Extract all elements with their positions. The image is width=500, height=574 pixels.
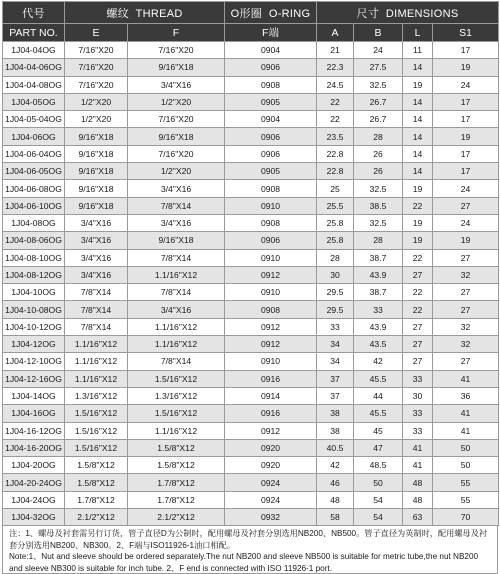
cell-dim-s1: 55 — [433, 474, 499, 491]
cell-dim-b: 38.7 — [354, 249, 403, 266]
cell-part-no: 1J04-16-20OG — [3, 439, 65, 456]
cell-oring-fend: 0912 — [225, 336, 317, 353]
cell-thread-f: 9/16"X18 — [128, 232, 225, 249]
cell-thread-f: 1.7/8"X12 — [128, 491, 225, 508]
cell-dim-a: 38 — [317, 405, 354, 422]
header-col-e: E — [65, 24, 128, 42]
cell-dim-a: 24.5 — [317, 76, 354, 93]
table-row — [3, 76, 499, 93]
cell-dim-b: 27.5 — [354, 59, 403, 76]
header-col-fend: F端 — [225, 24, 317, 42]
cell-dim-a: 25.8 — [317, 232, 354, 249]
header-col-l: L — [403, 24, 433, 42]
cell-oring-fend: 0906 — [225, 232, 317, 249]
table-row — [3, 439, 499, 456]
cell-oring-fend: 0912 — [225, 266, 317, 283]
header-col-f: F — [128, 24, 225, 42]
cell-thread-e: 3/4"X16 — [65, 266, 128, 283]
cell-dim-l: 48 — [403, 474, 433, 491]
cell-dim-l: 19 — [403, 214, 433, 231]
cell-oring-fend: 0910 — [225, 284, 317, 301]
cell-thread-f: 1.5/8"X12 — [128, 457, 225, 474]
cell-part-no: 1J04-08-06OG — [3, 232, 65, 249]
cell-part-no: 1J04-06-10OG — [3, 197, 65, 214]
cell-part-no: 1J04-04OG — [3, 42, 65, 59]
cell-dim-s1: 17 — [433, 42, 499, 59]
cell-oring-fend: 0906 — [225, 59, 317, 76]
cell-part-no: 1J04-04-08OG — [3, 76, 65, 93]
cell-dim-l: 19 — [403, 232, 433, 249]
cell-thread-e: 1.5/16"X12 — [65, 439, 128, 456]
cell-oring-fend: 0910 — [225, 249, 317, 266]
table-row — [3, 197, 499, 214]
cell-dim-l: 27 — [403, 336, 433, 353]
cell-dim-a: 37 — [317, 387, 354, 404]
cell-thread-f: 1.5/8"X12 — [128, 439, 225, 456]
cell-dim-a: 22 — [317, 111, 354, 128]
cell-dim-l: 14 — [403, 93, 433, 110]
cell-oring-fend: 0910 — [225, 197, 317, 214]
cell-dim-a: 46 — [317, 474, 354, 491]
cell-oring-fend: 0914 — [225, 387, 317, 404]
cell-thread-e: 1.5/8"X12 — [65, 474, 128, 491]
cell-thread-e: 1.5/16"X12 — [65, 422, 128, 439]
cell-dim-s1: 55 — [433, 491, 499, 508]
cell-thread-e: 9/16"X18 — [65, 180, 128, 197]
cell-dim-b: 54 — [354, 509, 403, 526]
cell-dim-l: 30 — [403, 387, 433, 404]
table-row — [3, 422, 499, 439]
header-code-cn: 代号 — [22, 7, 45, 20]
cell-dim-s1: 50 — [433, 457, 499, 474]
table-row — [3, 336, 499, 353]
cell-dim-b: 47 — [354, 439, 403, 456]
cell-oring-fend: 0906 — [225, 145, 317, 162]
cell-thread-f: 7/8"X14 — [128, 249, 225, 266]
cell-oring-fend: 0924 — [225, 491, 317, 508]
cell-dim-a: 37 — [317, 370, 354, 387]
cell-thread-f: 2.1/2"X12 — [128, 509, 225, 526]
table-row — [3, 111, 499, 128]
cell-thread-f: 1.5/16"X12 — [128, 405, 225, 422]
cell-dim-l: 19 — [403, 76, 433, 93]
cell-part-no: 1J04-04-06OG — [3, 59, 65, 76]
cell-dim-l: 14 — [403, 111, 433, 128]
cell-part-no: 1J04-08OG — [3, 214, 65, 231]
cell-dim-a: 33 — [317, 318, 354, 335]
cell-thread-f: 7/8"X14 — [128, 284, 225, 301]
cell-dim-a: 29.5 — [317, 284, 354, 301]
cell-dim-b: 42 — [354, 353, 403, 370]
table-body — [3, 42, 499, 526]
table-row — [3, 249, 499, 266]
cell-part-no: 1J04-06-04OG — [3, 145, 65, 162]
notes-box — [2, 526, 498, 574]
cell-thread-e: 9/16"X18 — [65, 128, 128, 145]
cell-part-no: 1J04-20-24OG — [3, 474, 65, 491]
header-dim-cn: 尺寸 — [356, 7, 380, 20]
header-col-b: B — [354, 24, 403, 42]
table-header — [3, 2, 499, 42]
table-row — [3, 59, 499, 76]
cell-dim-a: 25.5 — [317, 197, 354, 214]
cell-part-no: 1J04-24OG — [3, 491, 65, 508]
note-chinese: 注：1、螺母及衬套需另行订货，管子直径D为公制时，配用螺母及衬套分别选用NB200、NB500。管子直径为英制时，配用螺母及衬套分别选用NB200、NB300。2、F端与ISO11926-1油口相配。 — [9, 529, 488, 550]
cell-dim-b: 38.5 — [354, 197, 403, 214]
cell-dim-a: 21 — [317, 42, 354, 59]
cell-dim-s1: 50 — [433, 439, 499, 456]
cell-dim-b: 44 — [354, 387, 403, 404]
cell-thread-e: 3/4"X16 — [65, 232, 128, 249]
cell-thread-e: 9/16"X18 — [65, 197, 128, 214]
cell-thread-e: 1.5/16"X12 — [65, 405, 128, 422]
cell-dim-l: 22 — [403, 284, 433, 301]
cell-dim-b: 26.7 — [354, 111, 403, 128]
cell-thread-e: 9/16"X18 — [65, 163, 128, 180]
cell-oring-fend: 0920 — [225, 439, 317, 456]
cell-part-no: 1J04-06-08OG — [3, 180, 65, 197]
cell-oring-fend: 0904 — [225, 42, 317, 59]
note-english: Note:1、Nut and sleeve should be ordered separately.The nut NB200 and sleeve NB500 is suitable for metric tube,the nut NB200 and sleeve NB300 is suitable for inch tube. 2、F end is connected with ISO 11926-1 port. — [9, 552, 479, 573]
cell-dim-b: 43.9 — [354, 266, 403, 283]
header-thread — [65, 2, 225, 24]
cell-dim-b: 38.7 — [354, 284, 403, 301]
cell-dim-s1: 27 — [433, 197, 499, 214]
cell-thread-e: 7/16"X20 — [65, 76, 128, 93]
cell-dim-a: 34 — [317, 353, 354, 370]
table-row — [3, 180, 499, 197]
cell-part-no: 1J04-08-10OG — [3, 249, 65, 266]
cell-dim-s1: 27 — [433, 249, 499, 266]
cell-dim-l: 22 — [403, 197, 433, 214]
table-row — [3, 128, 499, 145]
cell-dim-b: 48.5 — [354, 457, 403, 474]
table-row — [3, 301, 499, 318]
table-row — [3, 42, 499, 59]
cell-dim-b: 43.9 — [354, 318, 403, 335]
cell-dim-s1: 17 — [433, 145, 499, 162]
cell-part-no: 1J04-20OG — [3, 457, 65, 474]
header-thread-en: THREAD — [135, 7, 183, 20]
cell-thread-e: 7/8"X14 — [65, 318, 128, 335]
cell-dim-a: 22.8 — [317, 163, 354, 180]
cell-dim-l: 19 — [403, 180, 433, 197]
cell-dim-a: 42 — [317, 457, 354, 474]
cell-dim-s1: 24 — [433, 76, 499, 93]
cell-dim-s1: 19 — [433, 59, 499, 76]
cell-dim-b: 24 — [354, 42, 403, 59]
cell-dim-b: 28 — [354, 232, 403, 249]
table-row — [3, 232, 499, 249]
cell-thread-f: 7/16"X20 — [128, 42, 225, 59]
cell-thread-e: 9/16"X18 — [65, 145, 128, 162]
cell-thread-f: 7/8"X14 — [128, 197, 225, 214]
cell-dim-l: 27 — [403, 353, 433, 370]
cell-dim-s1: 27 — [433, 284, 499, 301]
cell-thread-e: 7/16"X20 — [65, 42, 128, 59]
cell-oring-fend: 0932 — [225, 509, 317, 526]
cell-dim-l: 33 — [403, 422, 433, 439]
header-col-s1: S1 — [433, 24, 499, 42]
cell-dim-s1: 32 — [433, 318, 499, 335]
cell-dim-a: 25 — [317, 180, 354, 197]
cell-dim-a: 40.5 — [317, 439, 354, 456]
cell-dim-b: 32.5 — [354, 180, 403, 197]
cell-thread-f: 7/16"X20 — [128, 145, 225, 162]
table-row — [3, 370, 499, 387]
table-row — [3, 318, 499, 335]
cell-dim-l: 33 — [403, 370, 433, 387]
table-row — [3, 214, 499, 231]
header-part-no: PART NO. — [3, 24, 65, 42]
cell-dim-b: 43.5 — [354, 336, 403, 353]
cell-dim-l: 14 — [403, 145, 433, 162]
cell-dim-s1: 36 — [433, 387, 499, 404]
header-oring — [225, 2, 317, 24]
cell-part-no: 1J04-16OG — [3, 405, 65, 422]
table-row — [3, 387, 499, 404]
cell-dim-a: 58 — [317, 509, 354, 526]
cell-dim-s1: 24 — [433, 180, 499, 197]
cell-dim-s1: 19 — [433, 128, 499, 145]
cell-thread-f: 3/4"X16 — [128, 214, 225, 231]
header-dim-en: DIMENSIONS — [385, 7, 459, 20]
cell-dim-b: 26 — [354, 145, 403, 162]
cell-dim-a: 25.8 — [317, 214, 354, 231]
cell-dim-s1: 19 — [433, 232, 499, 249]
table-row — [3, 266, 499, 283]
cell-thread-e: 1/2"X20 — [65, 111, 128, 128]
cell-dim-a: 22.3 — [317, 59, 354, 76]
cell-dim-s1: 24 — [433, 214, 499, 231]
table-row — [3, 284, 499, 301]
cell-thread-f: 3/4"X16 — [128, 76, 225, 93]
cell-thread-e: 1.3/16"X12 — [65, 387, 128, 404]
cell-dim-b: 26.7 — [354, 93, 403, 110]
cell-oring-fend: 0916 — [225, 370, 317, 387]
spec-sheet — [2, 1, 498, 574]
cell-oring-fend: 0908 — [225, 76, 317, 93]
cell-part-no: 1J04-12-10OG — [3, 353, 65, 370]
cell-thread-f: 3/4"X16 — [128, 301, 225, 318]
table-row — [3, 474, 499, 491]
cell-oring-fend: 0912 — [225, 318, 317, 335]
cell-thread-f: 1.1/16"X12 — [128, 422, 225, 439]
cell-dim-l: 14 — [403, 128, 433, 145]
header-dimensions — [317, 2, 499, 24]
header-code — [3, 2, 65, 24]
cell-dim-b: 54 — [354, 491, 403, 508]
cell-thread-f: 1.7/8"X12 — [128, 474, 225, 491]
cell-oring-fend: 0924 — [225, 474, 317, 491]
cell-dim-s1: 32 — [433, 266, 499, 283]
cell-oring-fend: 0908 — [225, 301, 317, 318]
cell-thread-e: 1.5/8"X12 — [65, 457, 128, 474]
table-row — [3, 163, 499, 180]
cell-thread-f: 9/16"X18 — [128, 59, 225, 76]
cell-thread-f: 7/16"X20 — [128, 111, 225, 128]
cell-part-no: 1J04-12OG — [3, 336, 65, 353]
header-col-a: A — [317, 24, 354, 42]
cell-oring-fend: 0908 — [225, 180, 317, 197]
cell-dim-b: 50 — [354, 474, 403, 491]
cell-dim-b: 45.5 — [354, 405, 403, 422]
table-row — [3, 491, 499, 508]
cell-thread-e: 1.1/16"X12 — [65, 353, 128, 370]
table-row — [3, 145, 499, 162]
cell-dim-l: 27 — [403, 318, 433, 335]
cell-thread-f: 1.3/16"X12 — [128, 387, 225, 404]
table-row — [3, 405, 499, 422]
cell-thread-e: 3/4"X16 — [65, 249, 128, 266]
cell-part-no: 1J04-08-12OG — [3, 266, 65, 283]
cell-dim-b: 28 — [354, 128, 403, 145]
header-oring-en: O-RING — [268, 7, 311, 20]
cell-part-no: 1J04-16-12OG — [3, 422, 65, 439]
cell-dim-l: 11 — [403, 42, 433, 59]
cell-dim-a: 29.5 — [317, 301, 354, 318]
cell-dim-l: 27 — [403, 266, 433, 283]
cell-oring-fend: 0916 — [225, 405, 317, 422]
spec-table — [2, 1, 499, 526]
cell-dim-s1: 41 — [433, 422, 499, 439]
cell-dim-l: 41 — [403, 457, 433, 474]
cell-dim-l: 33 — [403, 405, 433, 422]
cell-dim-s1: 41 — [433, 370, 499, 387]
cell-dim-s1: 17 — [433, 93, 499, 110]
cell-dim-a: 28 — [317, 249, 354, 266]
cell-oring-fend: 0905 — [225, 93, 317, 110]
cell-thread-e: 1.1/16"X12 — [65, 370, 128, 387]
cell-dim-l: 22 — [403, 301, 433, 318]
cell-oring-fend: 0912 — [225, 422, 317, 439]
cell-part-no: 1J04-10-12OG — [3, 318, 65, 335]
table-row — [3, 93, 499, 110]
cell-dim-a: 22.8 — [317, 145, 354, 162]
cell-dim-l: 14 — [403, 59, 433, 76]
cell-dim-s1: 41 — [433, 405, 499, 422]
cell-oring-fend: 0906 — [225, 128, 317, 145]
cell-dim-l: 14 — [403, 163, 433, 180]
cell-thread-f: 7/8"X14 — [128, 353, 225, 370]
cell-dim-a: 34 — [317, 336, 354, 353]
cell-part-no: 1J04-05OG — [3, 93, 65, 110]
table-row — [3, 509, 499, 526]
cell-dim-a: 38 — [317, 422, 354, 439]
cell-thread-e: 7/8"X14 — [65, 284, 128, 301]
cell-thread-e: 1.1/16"X12 — [65, 336, 128, 353]
cell-dim-a: 23.5 — [317, 128, 354, 145]
cell-oring-fend: 0908 — [225, 214, 317, 231]
cell-dim-l: 63 — [403, 509, 433, 526]
cell-dim-l: 41 — [403, 439, 433, 456]
cell-part-no: 1J04-06-05OG — [3, 163, 65, 180]
cell-dim-b: 26 — [354, 163, 403, 180]
header-oring-cn: O形圈 — [230, 7, 263, 20]
cell-dim-s1: 17 — [433, 163, 499, 180]
cell-dim-s1: 70 — [433, 509, 499, 526]
cell-oring-fend: 0905 — [225, 163, 317, 180]
cell-dim-b: 32.5 — [354, 76, 403, 93]
cell-dim-a: 22 — [317, 93, 354, 110]
cell-thread-f: 1/2"X20 — [128, 93, 225, 110]
cell-part-no: 1J04-05-04OG — [3, 111, 65, 128]
cell-thread-f: 1.1/16"X12 — [128, 336, 225, 353]
table-row — [3, 353, 499, 370]
cell-thread-e: 7/8"X14 — [65, 301, 128, 318]
cell-dim-a: 30 — [317, 266, 354, 283]
cell-thread-e: 2.1/2"X12 — [65, 509, 128, 526]
cell-thread-e: 3/4"X16 — [65, 214, 128, 231]
cell-dim-b: 32.5 — [354, 214, 403, 231]
cell-thread-e: 1.7/8"X12 — [65, 491, 128, 508]
cell-thread-f: 1.5/16"X12 — [128, 370, 225, 387]
cell-part-no: 1J04-10-08OG — [3, 301, 65, 318]
cell-thread-f: 1.1/16"X12 — [128, 318, 225, 335]
cell-thread-e: 7/16"X20 — [65, 59, 128, 76]
cell-dim-s1: 32 — [433, 336, 499, 353]
cell-part-no: 1J04-06OG — [3, 128, 65, 145]
cell-thread-f: 3/4"X16 — [128, 180, 225, 197]
cell-thread-f: 1/2"X20 — [128, 163, 225, 180]
cell-oring-fend: 0910 — [225, 353, 317, 370]
cell-dim-s1: 27 — [433, 353, 499, 370]
cell-dim-b: 45 — [354, 422, 403, 439]
cell-oring-fend: 0920 — [225, 457, 317, 474]
cell-dim-l: 48 — [403, 491, 433, 508]
cell-dim-b: 33 — [354, 301, 403, 318]
cell-dim-b: 45.5 — [354, 370, 403, 387]
cell-thread-f: 1.1/16"X12 — [128, 266, 225, 283]
cell-oring-fend: 0904 — [225, 111, 317, 128]
cell-dim-s1: 17 — [433, 111, 499, 128]
cell-part-no: 1J04-10OG — [3, 284, 65, 301]
cell-part-no: 1J04-32OG — [3, 509, 65, 526]
cell-thread-e: 1/2"X20 — [65, 93, 128, 110]
cell-dim-s1: 27 — [433, 301, 499, 318]
header-thread-cn: 螺纹 — [106, 7, 129, 20]
cell-part-no: 1J04-12-16OG — [3, 370, 65, 387]
cell-dim-a: 48 — [317, 491, 354, 508]
cell-part-no: 1J04-14OG — [3, 387, 65, 404]
cell-dim-l: 22 — [403, 249, 433, 266]
table-row — [3, 457, 499, 474]
cell-thread-f: 9/16"X18 — [128, 128, 225, 145]
